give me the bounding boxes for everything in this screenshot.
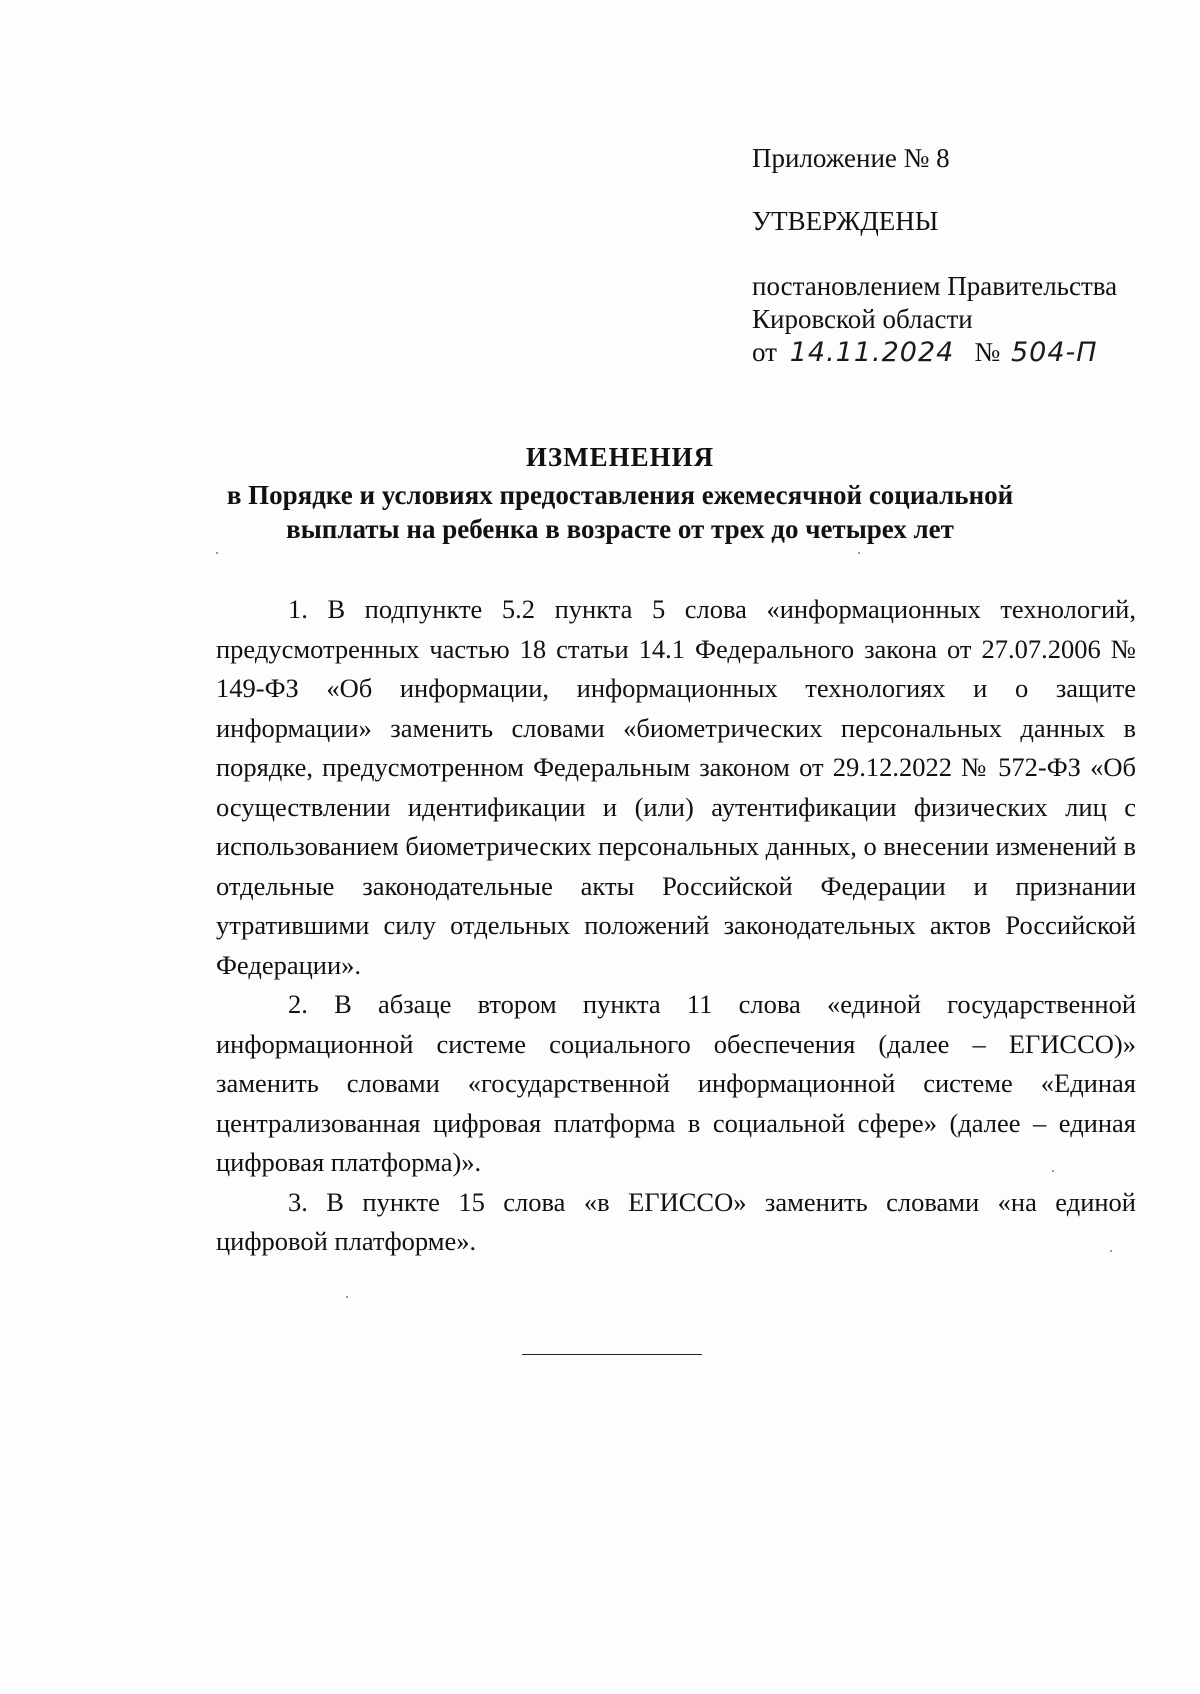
resolution-date-line xyxy=(752,336,1152,369)
resolution-line-2: Кировской области xyxy=(752,304,973,334)
amendment-item-3: 3. В пункте 15 слова «в ЕГИССО» заменить словами «на единой цифровой платформе». xyxy=(216,1186,1136,1256)
scan-speck xyxy=(1110,1250,1112,1252)
resolution-line-1: постановлением Правительства xyxy=(752,271,1118,301)
end-separator-line xyxy=(522,1354,702,1355)
scan-speck xyxy=(858,552,860,554)
number-label: № xyxy=(974,337,1001,367)
amendment-item-2: 2. В абзаце втором пункта 11 слова «единой государственной информационной системе социального обеспечения (далее – ЕГИССО)» заменить словами «государственной информационной системе «Единая централизованная цифровая платформа в социальной сфере» (далее – единая цифровая платформа)». xyxy=(216,989,1136,1177)
document-body xyxy=(216,590,1136,1262)
document-subtitle-line-1: в Порядке и условиях предоставления ежемесячной социальной xyxy=(226,480,1014,510)
appendix-label: Приложение № 8 xyxy=(752,143,950,173)
handwritten-date: 14.11.2024 xyxy=(789,337,955,368)
approved-label: УТВЕРЖДЕНЫ xyxy=(752,206,939,236)
document-subtitle-line-2: выплаты на ребенка в возрасте от трех до четырех лет xyxy=(286,514,954,544)
scan-speck xyxy=(1052,1170,1054,1172)
handwritten-number: 504-П xyxy=(1010,337,1098,368)
scan-speck xyxy=(216,552,218,554)
amendment-item-1: 1. В подпункте 5.2 пункта 5 слова «информационных технологий, предусмотренных частью 18 статьи 14.1 Федерального закона от 27.07.2006 № 149-ФЗ «Об информации, информационных технологиях и о защите информации» заменить словами «биометрических персональных данных в порядке, предусмотренном Федеральным законом от 29.12.2022 № 572-ФЗ «Об осуществлении идентификации и (или) аутентификации физических лиц с использованием биометрических персональных данных, о внесении изменений в отдельные законодательные акты Российской Федерации и признании утратившими силу отдельных положений законодательных актов Российской Федерации». xyxy=(216,594,1136,980)
scan-speck xyxy=(346,1296,348,1298)
date-prefix: от xyxy=(752,337,777,367)
document-title: ИЗМЕНЕНИЯ xyxy=(525,442,715,472)
approval-block xyxy=(752,142,1152,369)
